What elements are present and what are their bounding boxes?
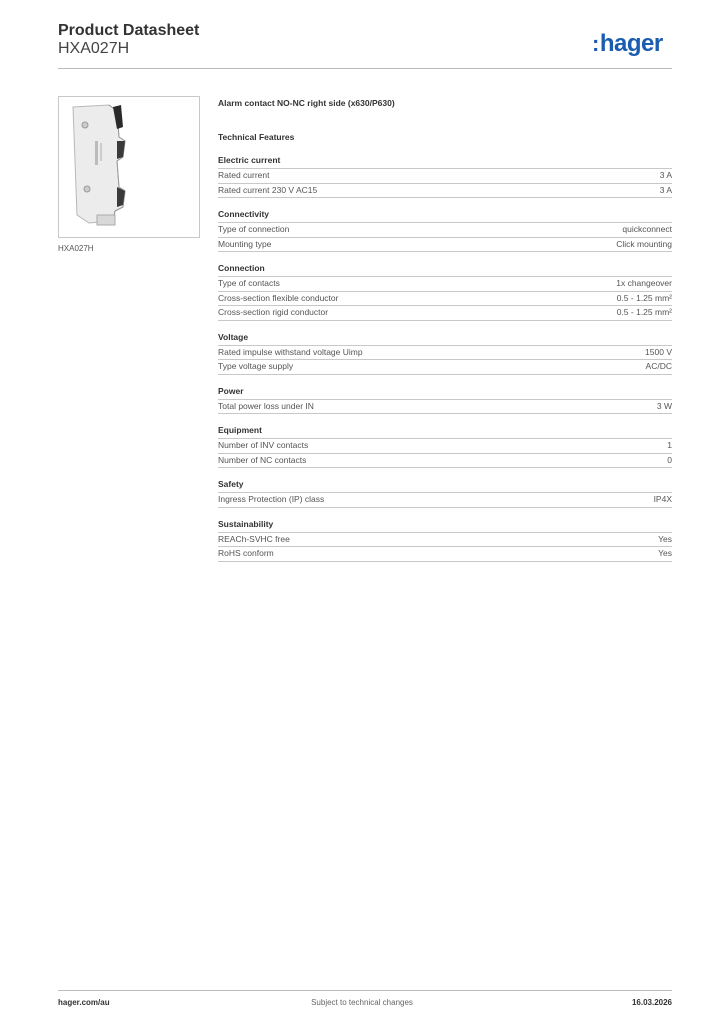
spec-label: Number of NC contacts — [218, 454, 307, 465]
spec-row — [218, 223, 672, 238]
spec-value: AC/DC — [645, 361, 672, 371]
section-title: Connection — [218, 263, 672, 277]
spec-section — [218, 209, 672, 252]
spec-row — [218, 360, 672, 375]
specs-content — [218, 96, 672, 562]
spec-label: Type of connection — [218, 224, 290, 234]
spec-section — [218, 479, 672, 508]
product-name: Alarm contact NO-NC right side (x630/P630) — [218, 98, 395, 108]
spec-section — [218, 263, 672, 321]
spec-row — [218, 400, 672, 415]
section-title: Equipment — [218, 425, 672, 439]
spec-section — [218, 425, 672, 468]
section-title: Power — [218, 386, 672, 400]
spec-row — [218, 493, 672, 508]
spec-row — [218, 547, 672, 562]
logo-text: hager — [599, 30, 663, 57]
image-caption: HXA027H — [58, 244, 94, 253]
product-image-frame — [58, 96, 200, 238]
spec-value: 3 A — [659, 184, 672, 195]
section-title: Sustainability — [218, 519, 672, 533]
spec-value: 1500 V — [645, 346, 672, 357]
spec-row — [218, 277, 672, 292]
spec-label: Total power loss under IN — [218, 400, 314, 411]
spec-section — [218, 332, 672, 375]
spec-row — [218, 346, 672, 361]
spec-row — [218, 454, 672, 469]
spec-sections — [218, 155, 672, 562]
spec-label: Rated current 230 V AC15 — [218, 184, 318, 195]
spec-value: 3 A — [659, 170, 672, 180]
section-title: Connectivity — [218, 209, 672, 223]
spec-value: 0.5 - 1.25 mm² — [616, 292, 672, 303]
spec-label: Type of contacts — [218, 278, 280, 288]
section-title: Voltage — [218, 332, 672, 346]
spec-label: Ingress Protection (IP) class — [218, 494, 325, 504]
spec-section — [218, 519, 672, 562]
spec-section — [218, 155, 672, 198]
spec-label: Cross-section rigid conductor — [218, 307, 329, 317]
spec-row — [218, 292, 672, 307]
footer-date: 16.03.2026 — [631, 998, 672, 1007]
spec-label: Number of INV contacts — [218, 440, 309, 450]
spec-section — [218, 386, 672, 415]
section-title: Safety — [218, 479, 672, 493]
spec-label: Cross-section flexible conductor — [218, 292, 339, 303]
spec-row — [218, 238, 672, 253]
product-code: HXA027H — [58, 40, 130, 57]
spec-value: 0 — [667, 454, 672, 465]
spec-label: Rated impulse withstand voltage Uimp — [218, 346, 363, 357]
spec-value: 1x changeover — [616, 278, 672, 288]
spec-row — [218, 169, 672, 184]
spec-row — [218, 306, 672, 321]
spec-value: quickconnect — [622, 224, 672, 234]
spec-row — [218, 533, 672, 548]
spec-value: IP4X — [653, 494, 672, 504]
spec-value: 1 — [667, 440, 672, 450]
features-title: Technical Features — [218, 132, 295, 142]
footer-website[interactable]: hager.com/au — [58, 998, 110, 1007]
footer-divider — [58, 990, 672, 991]
page-title: Product Datasheet — [58, 22, 200, 39]
spec-label: Type voltage supply — [218, 361, 294, 371]
spec-value: 0.5 - 1.25 mm² — [616, 307, 672, 317]
spec-value: Click mounting — [616, 238, 672, 249]
spec-label: Mounting type — [218, 238, 272, 249]
logo-dots-icon: : — [592, 31, 599, 56]
brand-logo[interactable] — [592, 30, 663, 58]
spec-label: REACh-SVHC free — [218, 533, 290, 544]
spec-value: Yes — [658, 548, 672, 558]
spec-value: Yes — [658, 533, 672, 544]
spec-row — [218, 439, 672, 454]
spec-value: 3 W — [656, 400, 672, 411]
section-title: Electric current — [218, 155, 672, 169]
header-divider — [58, 68, 672, 69]
spec-label: Rated current — [218, 170, 270, 180]
footer-notice: Subject to technical changes — [311, 998, 413, 1007]
spec-row — [218, 184, 672, 199]
product-image — [59, 97, 199, 237]
spec-label: RoHS conform — [218, 548, 274, 558]
